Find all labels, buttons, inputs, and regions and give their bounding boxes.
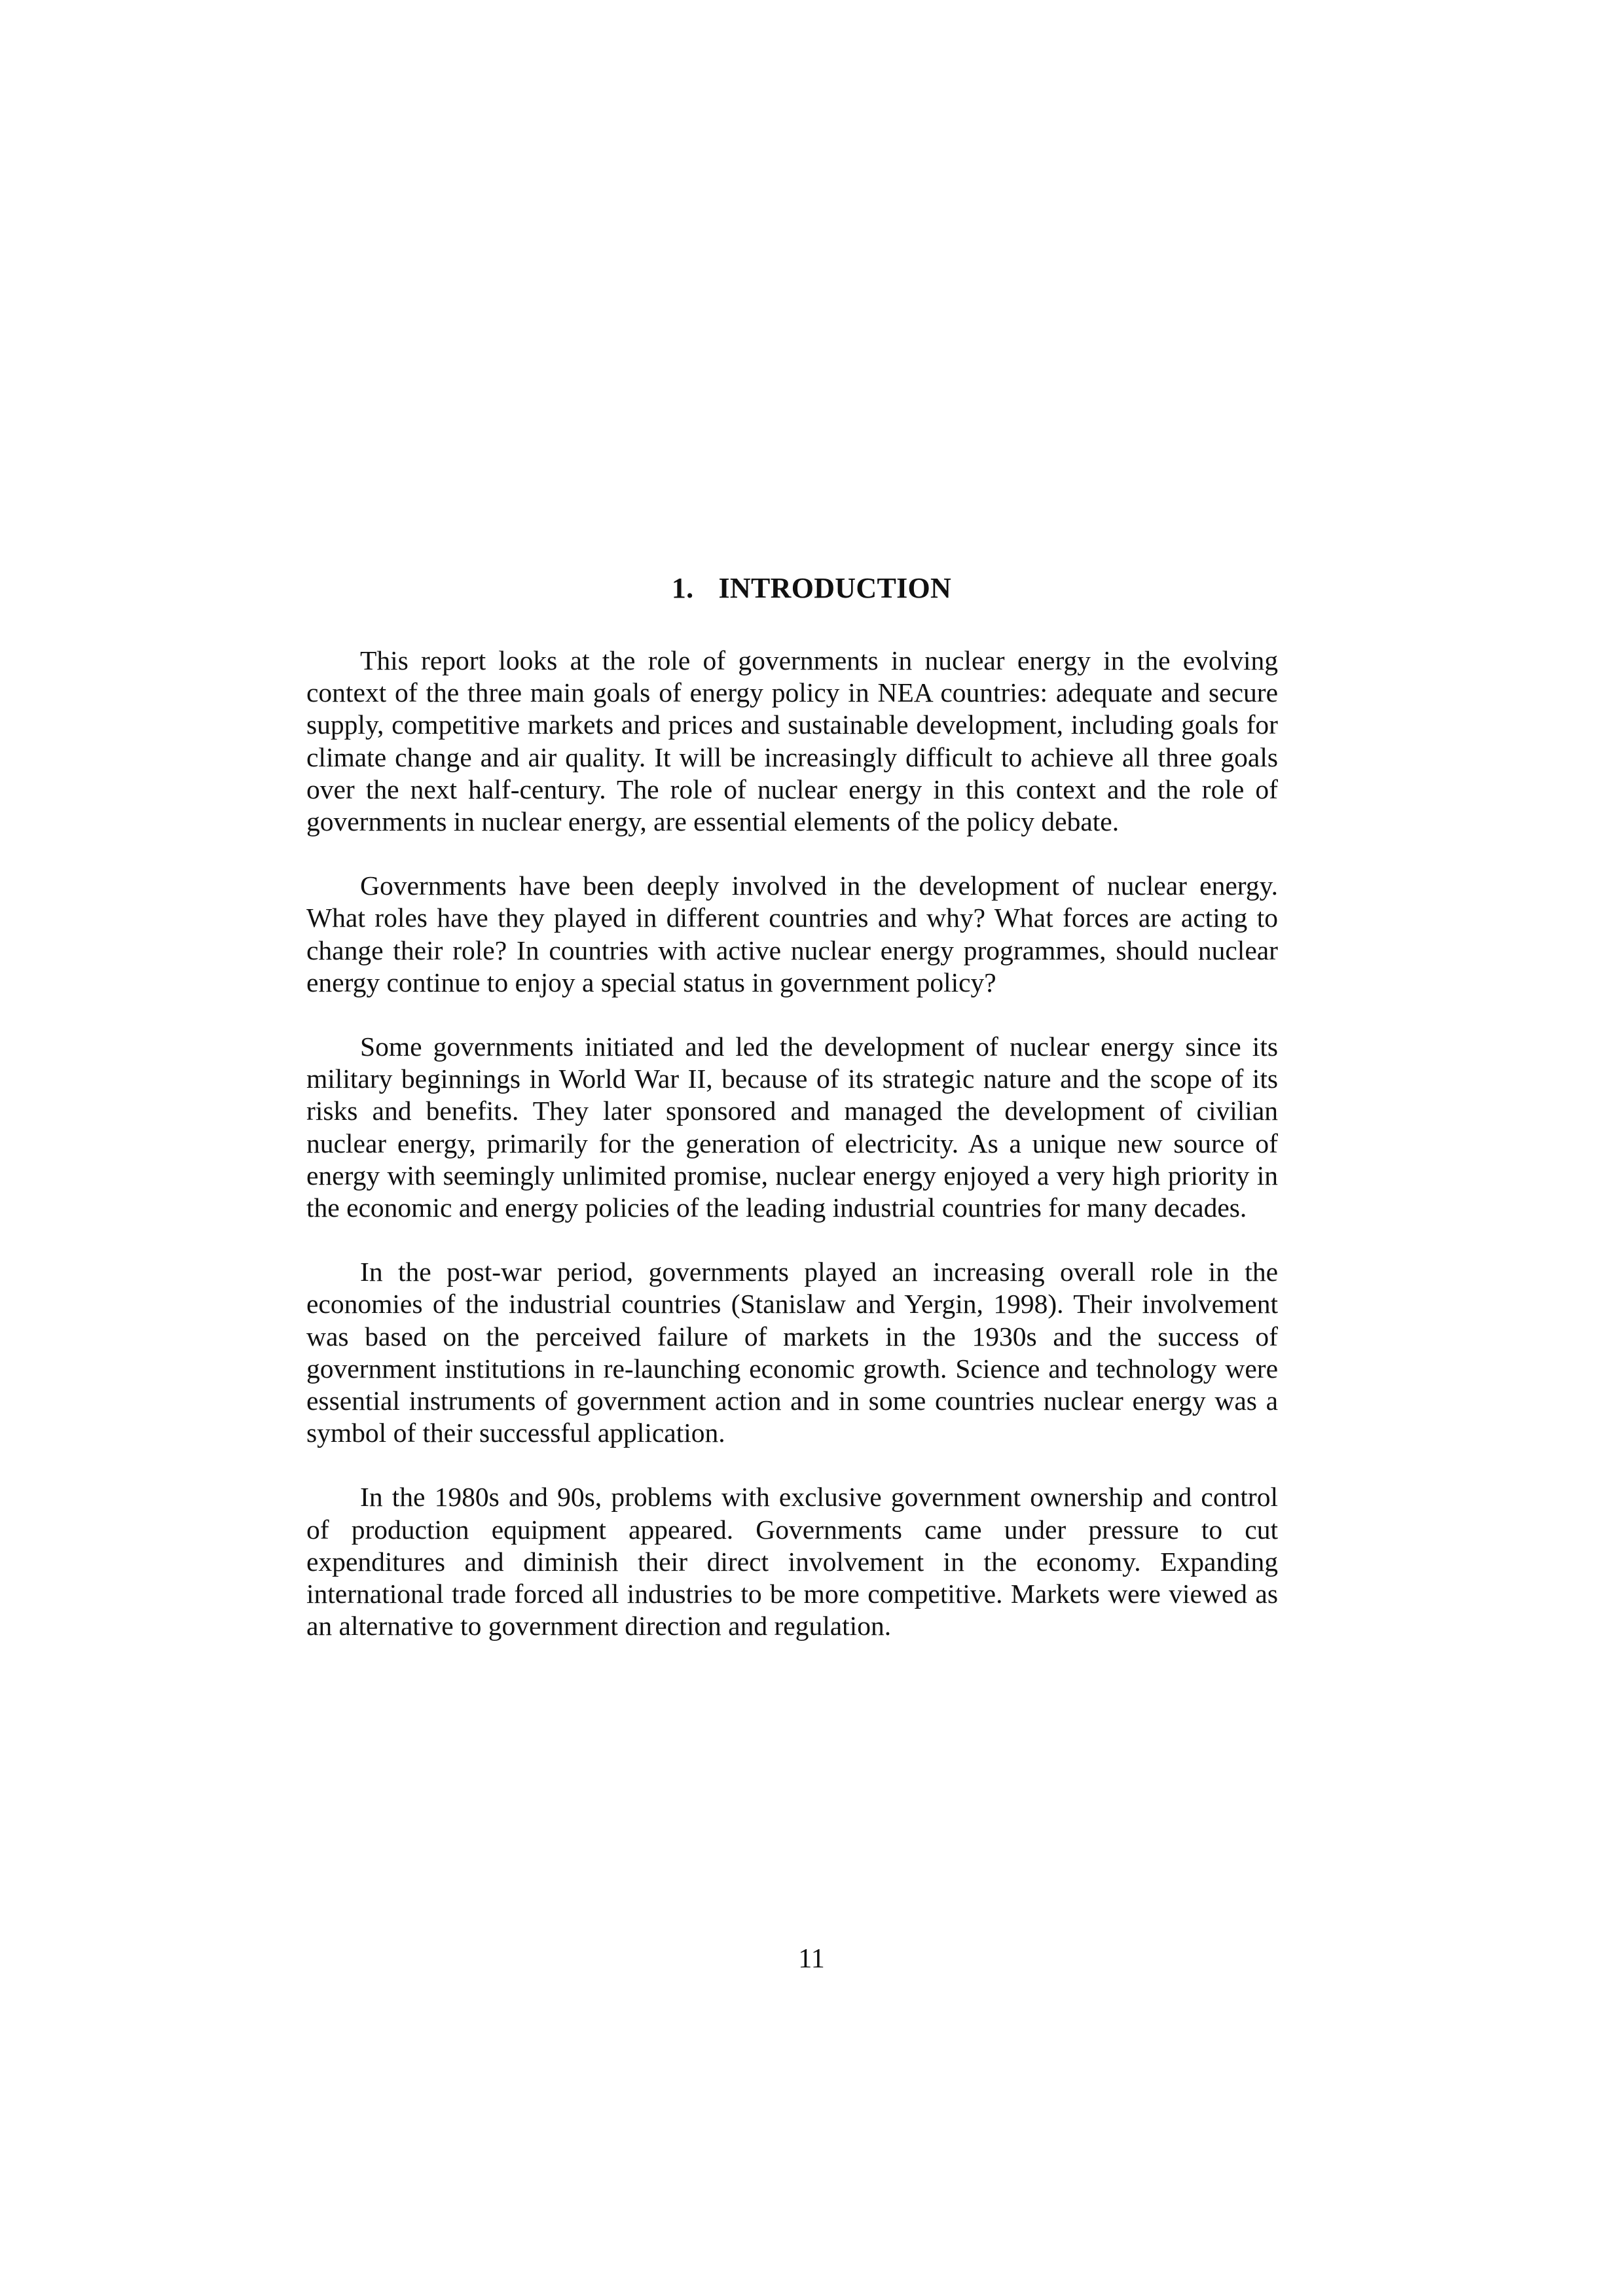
chapter-heading: [0, 569, 1623, 608]
paragraph-2: Governments have been deeply involved in the development of nuclear energy. What roles have they played in different countries and why? What forces are acting to change their role? In countries with active nuclear energy programmes, should nuclear energy continue to enjoy a special status in government policy?: [306, 870, 1278, 997]
chapter-title: INTRODUCTION: [718, 572, 952, 605]
chapter-number: 1.: [671, 572, 694, 605]
page-number: 11: [798, 1944, 825, 1974]
paragraph-4: In the post-war period, governments played an increasing overall role in the economies of the industrial countries (Stanislaw and Yergin, 1998). Their involvement was based on the perceived failure of markets in the 1930s and the success of government institutions in re-launching economic growth. Science and technology were essential instruments of government action and in some countries nuclear energy was a symbol of their successful application.: [306, 1257, 1278, 1448]
body-text: [306, 645, 1278, 1674]
paragraph-5: In the 1980s and 90s, problems with exclusive government ownership and control of production equipment appeared. Governments came under pressure to cut expenditures and diminish their direct involvement in the economy. Expanding international trade forced all industries to be more competitive. Markets were viewed as an alternative to government direction and regulation.: [306, 1482, 1278, 1641]
paragraph-3: Some governments initiated and led the development of nuclear energy since its military beginnings in World War II, because of its strategic nature and the scope of its risks and benefits. They later sponsored and managed the development of civilian nuclear energy, primarily for the generation of electricity. As a unique new source of energy with seemingly unlimited promise, nuclear energy enjoyed a very high priority in the economic and energy policies of the leading industrial countries for many decades.: [306, 1031, 1278, 1223]
paragraph-1: This report looks at the role of governments in nuclear energy in the evolving context of the three main goals of energy policy in NEA countries: adequate and secure supply, competitive markets and prices and sustainable development, including goals for climate change and air quality. It will be increasingly difficult to achieve all three goals over the next half-century. The role of nuclear energy in this context and the role of governments in nuclear energy, are essential elements of the policy debate.: [306, 645, 1278, 837]
